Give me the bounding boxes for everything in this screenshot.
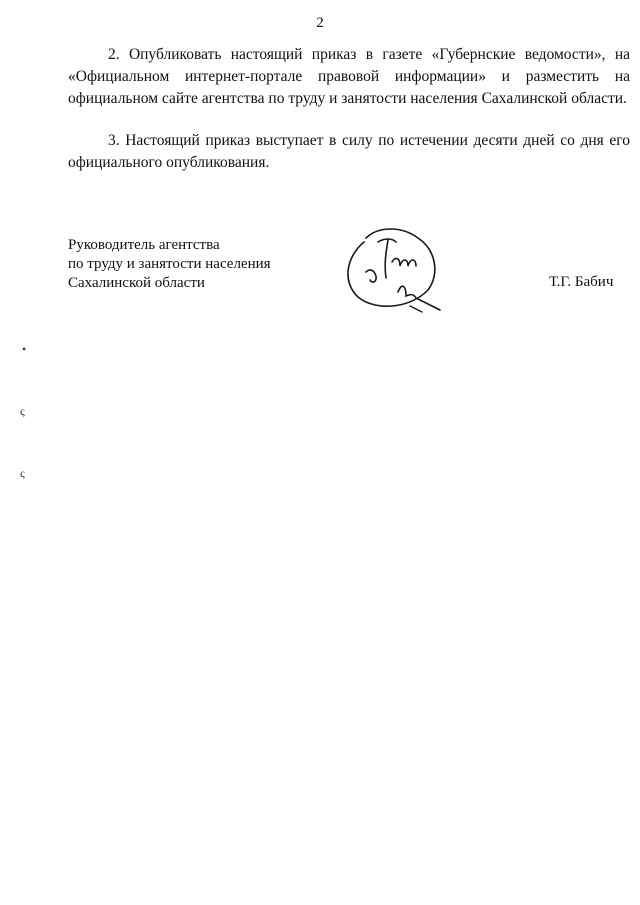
scan-artifact-mark: ς [20,404,25,418]
signatory-title-line: Сахалинской области [68,275,205,291]
signatory-title-line: по труду и занятости населения [68,256,271,272]
handwritten-signature [336,212,456,322]
signatory-title-line: Руководитель агентства [68,237,220,253]
scan-artifact-mark: ς [20,466,25,480]
scan-artifact-dot: • [22,342,27,356]
signatory-name: Т.Г. Бабич [549,274,614,290]
page-number: 2 [316,15,324,31]
signatory-title [68,236,271,293]
paragraph-publication: 2. Опубликовать настоящий приказ в газете «Губернские ведомости», на «Официальном интернет-портале правовой информации» и разместить на официальном сайте агентства по труду и занятости населения Сахалинской области. [68,46,630,107]
paragraph-effective-date: 3. Настоящий приказ выступает в силу по истечении десяти дней со дня его официального опубликования. [68,132,630,171]
